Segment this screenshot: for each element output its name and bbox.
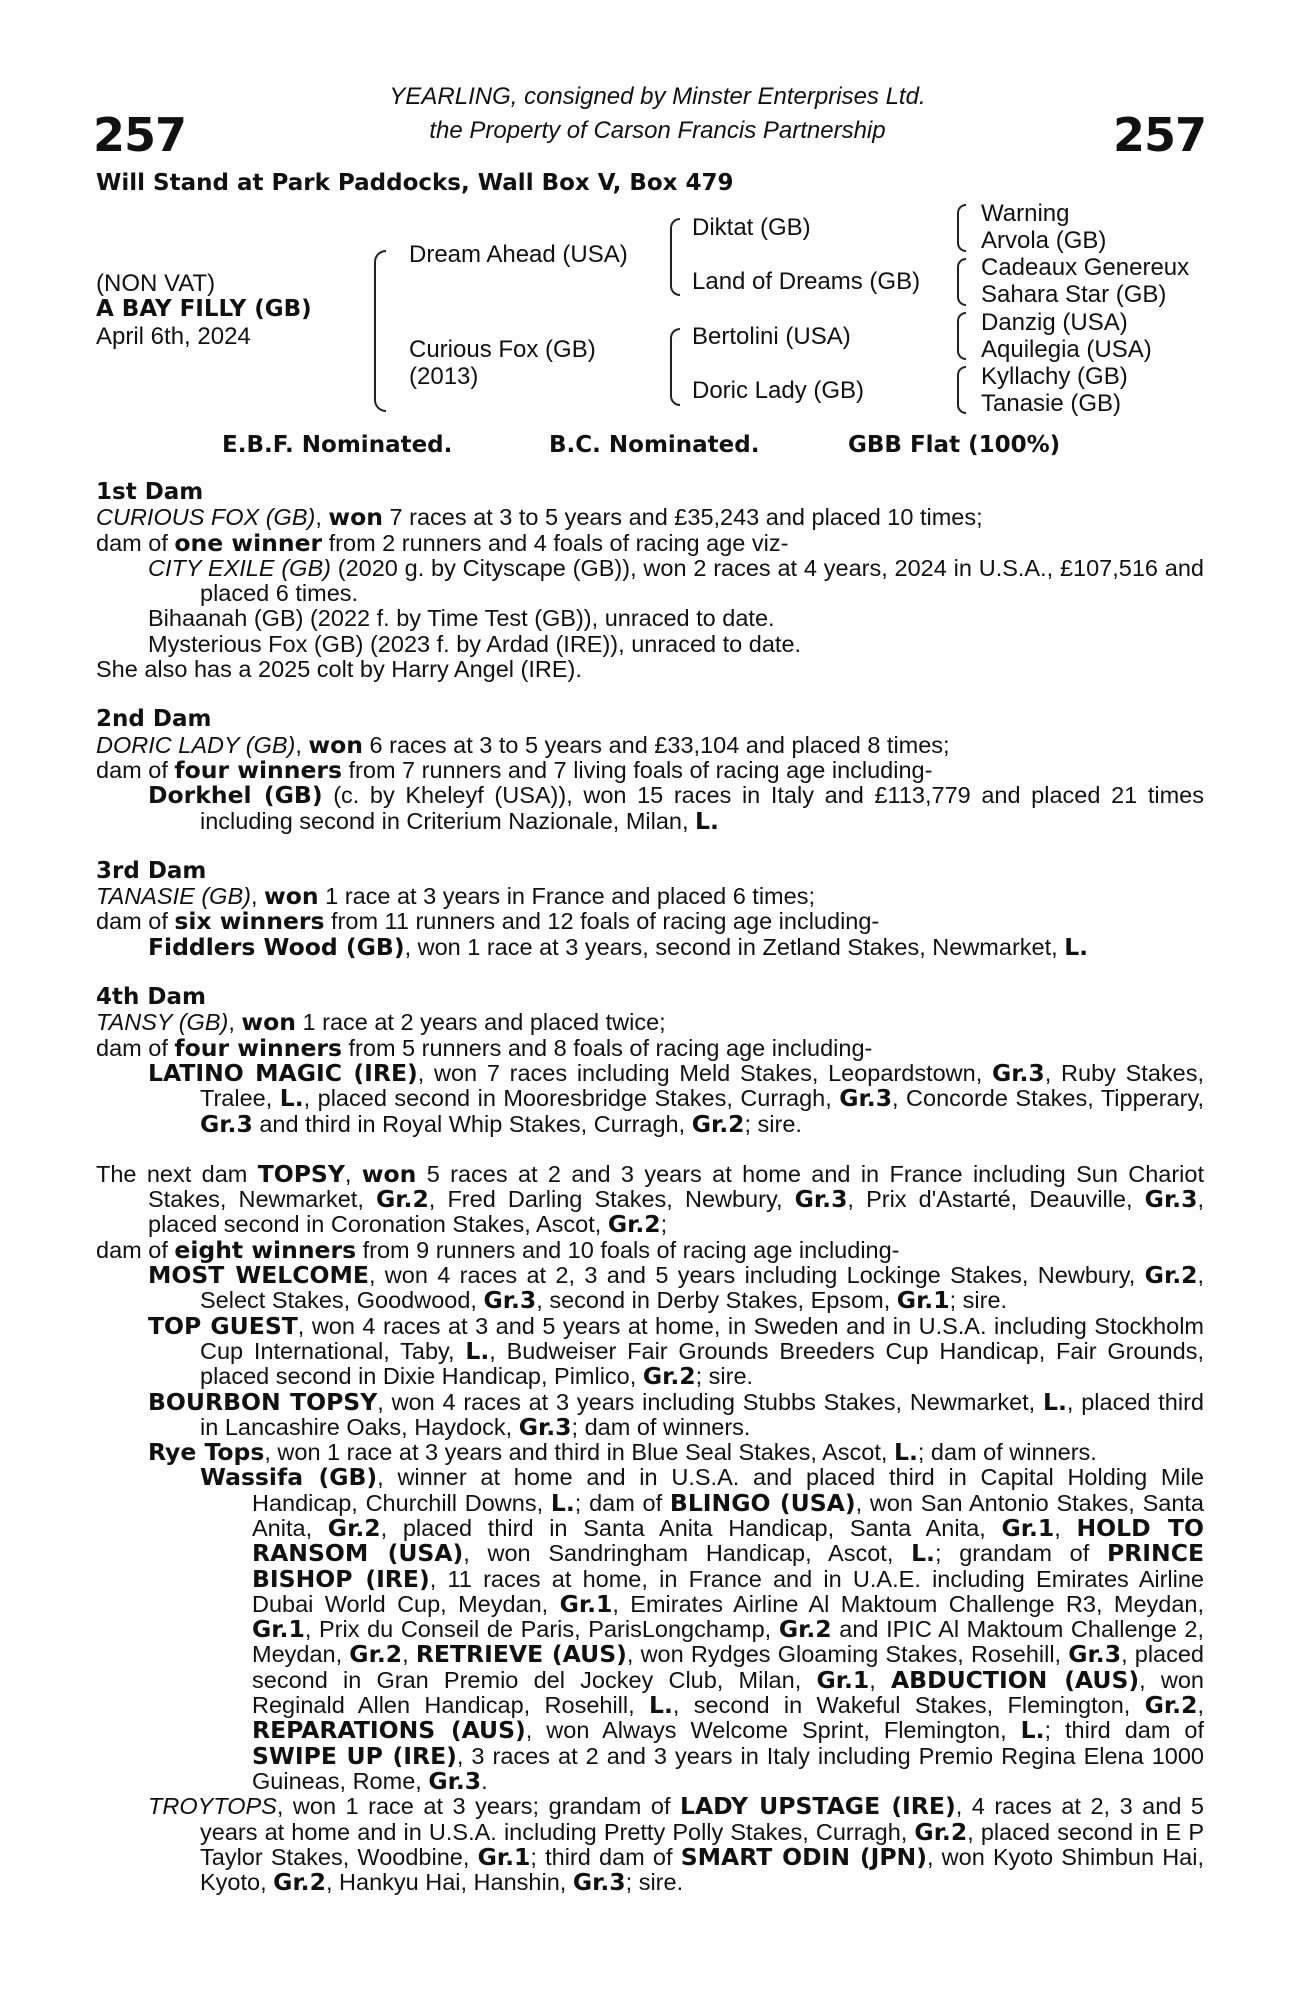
third-dam-produce-summary: dam of six winners from 11 runners and 12 foals of racing age including-	[96, 907, 880, 936]
property-line: the Property of Carson Francis Partnership	[429, 117, 886, 144]
consignment-info	[0, 80, 1315, 148]
third-dam-record: TANASIE (GB), won 1 race at 3 years in France and placed 6 times;	[96, 882, 815, 911]
list-item: Rye Tops, won 1 race at 3 years and third in Blue Seal Stakes, Ascot, L.; dam of winners.	[148, 1438, 1097, 1467]
ebf-nomination: E.B.F. Nominated.	[222, 432, 453, 458]
list-item: Fiddlers Wood (GB), won 1 race at 3 years, second in Zetland Stakes, Newmarket, L.	[148, 932, 1089, 961]
ggsire-1: Warning	[981, 200, 1070, 227]
ggsire-4: Kyllachy (GB)	[981, 363, 1128, 390]
sire-brace	[670, 218, 680, 296]
list-item: TOP GUEST, won 4 races at 3 and 5 years at home, in Sweden and in U.S.A. including Stockholm Cup International, Taby, L., Budweiser Fair Grounds Breeders Cup Handicap, Fair Grounds, placed second in Dixie Handicap, Pimlico, Gr.2; sire.	[148, 1311, 1204, 1391]
brace-g2	[957, 258, 966, 306]
ggdam-4: Tanasie (GB)	[981, 390, 1122, 417]
sire-sire: Diktat (GB)	[692, 214, 811, 241]
fourth-dam-heading: 4th Dam	[96, 984, 206, 1011]
bc-nomination: B.C. Nominated.	[549, 432, 760, 458]
list-item: BOURBON TOPSY, won 4 races at 3 years including Stubbs Stakes, Newmarket, L., placed third in Lancashire Oaks, Haydock, Gr.3; dam of winners.	[148, 1387, 1204, 1441]
horse-name: A BAY FILLY (GB)	[96, 296, 312, 322]
next-dam-record: The next dam TOPSY, won 5 races at 2 and 3 years at home and in France including Sun Chariot Stakes, Newmarket, Gr.2, Fred Darling Stakes, Newbury, Gr.3, Prix d'Astarté, Deauville, Gr.3, placed second in Coronation Stakes, Ascot, Gr.2;	[96, 1159, 1205, 1239]
dam-brace	[670, 328, 680, 406]
catalogue-body	[96, 480, 1204, 1895]
first-dam-produce-summary: dam of one winner from 2 runners and 4 foals of racing age viz-	[96, 528, 789, 557]
ggsire-3: Danzig (USA)	[981, 309, 1128, 336]
lot-number-left: 257	[93, 108, 187, 162]
dam-dam: Doric Lady (GB)	[692, 377, 865, 404]
list-item: Bihaanah (GB) (2022 f. by Time Test (GB)), unraced to date.	[148, 605, 775, 632]
list-item: Dorkhel (GB) (c. by Kheleyf (USA)), won 15 races in Italy and £113,779 and placed 21 times including second in Criterium Nazionale, Milan, L.	[148, 781, 1204, 835]
first-dam-record: CURIOUS FOX (GB), won 7 races at 3 to 5 years and £35,243 and placed 10 times;	[96, 503, 983, 532]
dam-year: (2013)	[409, 363, 479, 390]
dam-sire: Bertolini (USA)	[692, 323, 851, 350]
second-dam-record: DORIC LADY (GB), won 6 races at 3 to 5 years and £33,104 and placed 8 times;	[96, 730, 950, 759]
vat-status: (NON VAT)	[96, 270, 216, 297]
pedigree-brace	[374, 250, 386, 412]
horse-dob: April 6th, 2024	[96, 323, 251, 350]
list-item: TROYTOPS, won 1 race at 3 years; grandam of LADY UPSTAGE (IRE), 4 races at 2, 3 and 5 years at home and in U.S.A. including Pretty Polly Stakes, Curragh, Gr.2, placed second in E P Taylor Stakes, Woodbine, Gr.1; third dam of SMART ODIN (JPN), won Kyoto Shimbun Hai, Kyoto, Gr.2, Hankyu Hai, Hanshin, Gr.3; sire.	[148, 1792, 1204, 1897]
ggdam-3: Aquilegia (USA)	[981, 336, 1152, 363]
third-dam-heading: 3rd Dam	[96, 857, 207, 884]
list-item: She also has a 2025 colt by Harry Angel (IRE).	[96, 656, 582, 683]
brace-g4	[957, 366, 966, 414]
next-dam-produce-summary: dam of eight winners from 9 runners and 10 foals of racing age including-	[96, 1235, 900, 1264]
ggsire-2: Cadeaux Genereux	[981, 254, 1190, 281]
list-item: Wassifa (GB), winner at home and in U.S.A. and placed third in Capital Holding Mile Handicap, Churchill Downs, L.; dam of BLINGO (USA), won San Antonio Stakes, Santa Anita, Gr.2, placed third in Santa Anita Handicap, Santa Anita, Gr.1, HOLD TO RANSOM (USA), won Sandringham Handicap, Ascot, L.; grandam of PRINCE BISHOP (IRE), 11 races at home, in France and in U.A.E. including Emirates Airline Dubai World Cup, Meydan, Gr.1, Emirates Airline Al Maktoum Challenge R3, Meydan, Gr.1, Prix du Conseil de Paris, ParisLongchamp, Gr.2 and IPIC Al Maktoum Challenge 2, Meydan, Gr.2, RETRIEVE (AUS), won Rydges Gloaming Stakes, Rosehill, Gr.3, placed second in Gran Premio del Jockey Club, Milan, Gr.1, ABDUCTION (AUS), won Reginald Allen Handicap, Rosehill, L., second in Wakeful Stakes, Flemington, Gr.2, REPARATIONS (AUS), won Always Welcome Sprint, Flemington, L.; third dam of SWIPE UP (IRE), 3 races at 2 and 3 years in Italy including Premio Regina Elena 1000 Guineas, Rome, Gr.3.	[200, 1463, 1205, 1795]
list-item: Mysterious Fox (GB) (2023 f. by Ardad (IRE)), unraced to date.	[148, 630, 802, 657]
ggdam-2: Sahara Star (GB)	[981, 281, 1167, 308]
dam: Curious Fox (GB)	[409, 336, 596, 363]
second-dam-produce-summary: dam of four winners from 7 runners and 7 living foals of racing age including-	[96, 755, 933, 784]
gbb-status: GBB Flat (100%)	[848, 432, 1061, 458]
list-item: LATINO MAGIC (IRE), won 7 races including Meld Stakes, Leopardstown, Gr.3, Ruby Stakes, Tralee, L., placed second in Mooresbridge Stakes, Curragh, Gr.3, Concorde Stakes, Tipperary, Gr.3 and third in Royal Whip Stakes, Curragh, Gr.2; sire.	[148, 1058, 1204, 1138]
fourth-dam-record: TANSY (GB), won 1 race at 2 years and placed twice;	[96, 1008, 666, 1037]
stand-location: Will Stand at Park Paddocks, Wall Box V, Box 479	[96, 170, 734, 196]
list-item: CITY EXILE (GB) (2020 g. by Cityscape (GB)), won 2 races at 4 years, 2024 in U.S.A., £107,516 and placed 6 times.	[148, 554, 1204, 607]
sire-dam: Land of Dreams (GB)	[692, 268, 921, 295]
brace-g3	[957, 312, 966, 360]
lot-number-right: 257	[1113, 108, 1207, 162]
fourth-dam-produce-summary: dam of four winners from 5 runners and 8 foals of racing age including-	[96, 1033, 873, 1062]
first-dam-heading: 1st Dam	[96, 479, 204, 505]
brace-g1	[957, 204, 966, 252]
consignor-line: YEARLING, consigned by Minster Enterprises Ltd.	[389, 83, 926, 110]
ggdam-1: Arvola (GB)	[981, 227, 1107, 254]
sire: Dream Ahead (USA)	[409, 241, 628, 268]
list-item: MOST WELCOME, won 4 races at 2, 3 and 5 years including Lockinge Stakes, Newbury, Gr.2, Select Stakes, Goodwood, Gr.3, second in Derby Stakes, Epsom, Gr.1; sire.	[148, 1261, 1205, 1315]
second-dam-heading: 2nd Dam	[96, 706, 212, 733]
